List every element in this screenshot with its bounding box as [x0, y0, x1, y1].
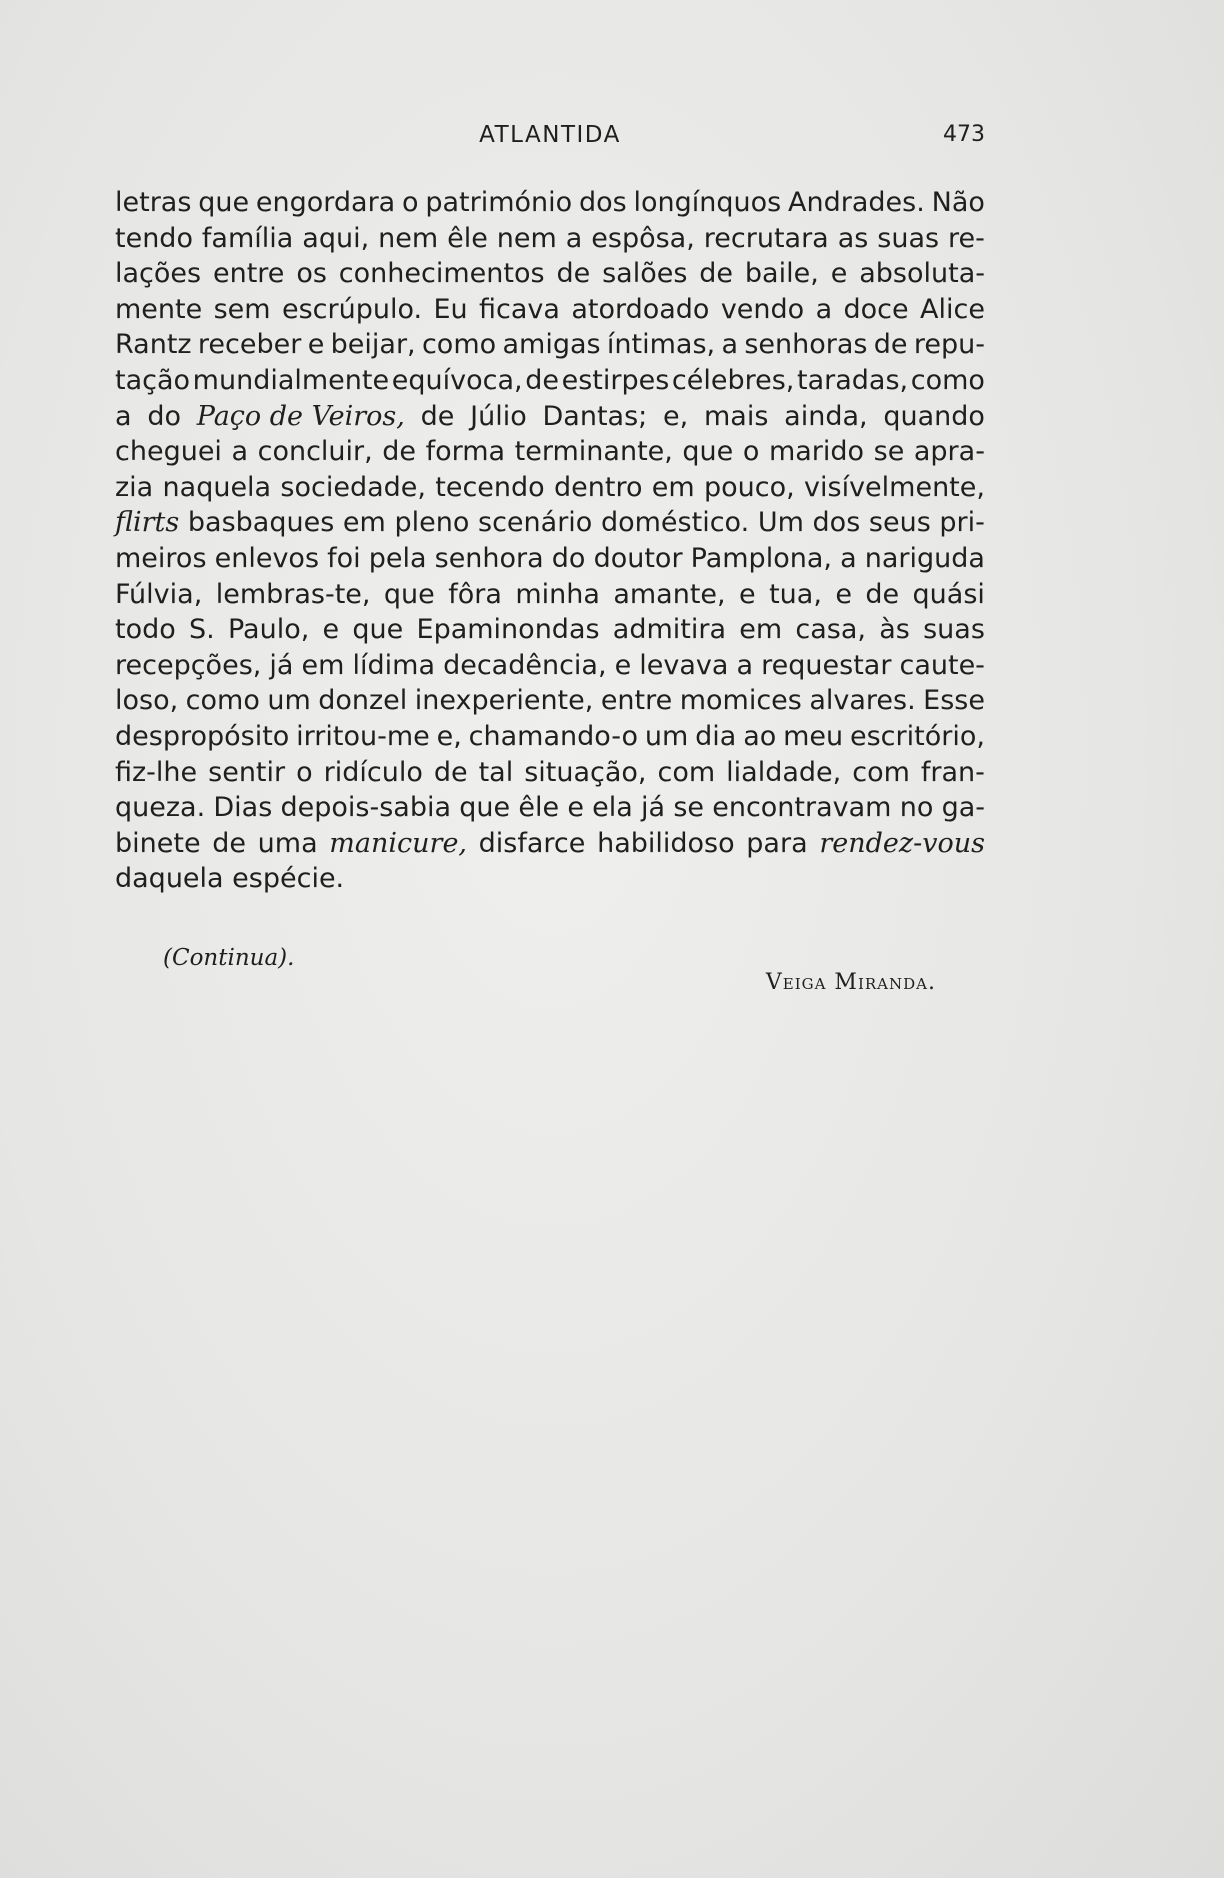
word: património [425, 187, 573, 218]
word: basbaques [187, 507, 335, 539]
word: lialdade, [726, 756, 842, 788]
word: aqui, [302, 222, 370, 254]
word: engordara [255, 187, 396, 218]
word: seus [868, 507, 931, 539]
word: o [296, 756, 313, 788]
word: de [699, 258, 734, 290]
word: em [301, 649, 345, 681]
word: e [614, 649, 632, 681]
word: mais [703, 400, 769, 432]
word: loso, [115, 685, 179, 717]
word: senhoras [744, 329, 868, 361]
word: casa, [795, 614, 867, 646]
word: minha [515, 578, 600, 610]
word: salões [602, 258, 688, 290]
word: espôsa, [591, 222, 695, 254]
word: scenário [478, 507, 593, 539]
word: todo [115, 614, 176, 646]
text-line [115, 577, 985, 613]
word: levava [639, 649, 729, 681]
word: ao [743, 720, 777, 752]
word: que [352, 614, 404, 646]
word: lembras-te, [215, 578, 371, 610]
word: de [433, 756, 468, 788]
word: daquela espécie. [115, 863, 345, 895]
text-line [115, 719, 985, 755]
text-line [115, 790, 985, 826]
word: pri- [939, 507, 985, 539]
word: visívelmente, [804, 471, 985, 503]
word: mundialmente [192, 364, 390, 396]
word: letras [115, 187, 192, 218]
word: requestar [761, 649, 892, 681]
text-line [115, 755, 985, 791]
word: um [644, 720, 689, 752]
word: nariguda [864, 542, 985, 574]
word: e [567, 792, 584, 824]
text-line [115, 434, 985, 470]
word: já [641, 792, 666, 824]
word: suas [923, 614, 985, 646]
word: situação, [524, 756, 647, 788]
word: queza. [115, 792, 206, 824]
text-line [115, 826, 985, 862]
word: que [198, 187, 250, 218]
word: Pamplona, [690, 542, 832, 574]
word: despropósito [115, 720, 290, 752]
word: às [879, 614, 910, 646]
word: doutor [593, 542, 683, 574]
word: donzel [318, 685, 408, 717]
word: já [269, 649, 294, 681]
word: célebres, [671, 364, 795, 396]
word: estirpes [561, 364, 670, 396]
word: e [307, 329, 325, 361]
word: e, [663, 400, 689, 432]
word: caute- [899, 649, 985, 681]
word: escritório, [850, 720, 985, 752]
word: atordoado [571, 293, 710, 325]
word: êle [518, 792, 560, 824]
word: S. [189, 614, 215, 646]
word: receber [197, 329, 302, 361]
word: e [835, 578, 852, 610]
word: e [322, 614, 340, 646]
word: como [910, 364, 985, 396]
word: com [852, 756, 910, 788]
word: senhora [434, 542, 544, 574]
word: irritou-me [296, 720, 430, 752]
word: e, [436, 720, 462, 752]
word: Júlio [470, 400, 527, 432]
text-line [115, 221, 985, 257]
text-line [115, 256, 985, 292]
word: a [736, 649, 754, 681]
word: para [746, 827, 808, 859]
word: Paço de Veiros, [196, 400, 405, 432]
word: êle [447, 222, 488, 254]
word: tal [478, 756, 514, 788]
word: marido [768, 436, 865, 468]
word: habilidoso [597, 827, 735, 859]
word: sentir [208, 756, 286, 788]
word: pela [368, 542, 427, 574]
word: Eu [433, 293, 468, 325]
word: inexperiente, [414, 685, 594, 717]
word: dentro [554, 471, 643, 503]
word: flirts [115, 507, 180, 539]
word: entre [212, 258, 285, 290]
word: quási [912, 578, 985, 610]
word: cheguei [115, 436, 222, 468]
word: concluir, [257, 436, 373, 468]
running-head [115, 122, 985, 152]
word: a [840, 542, 857, 574]
journal-title: ATLANTIDA [479, 122, 621, 148]
word: de [420, 400, 455, 432]
word: a [565, 222, 583, 254]
word: ficava [479, 293, 560, 325]
word: apra- [913, 436, 985, 468]
word: tecendo [435, 471, 545, 503]
word: amigas [502, 329, 601, 361]
word: ainda, [784, 400, 868, 432]
word: vendo [720, 293, 805, 325]
word: enlevos [214, 542, 320, 574]
text-line [115, 683, 985, 719]
word: absoluta- [859, 258, 985, 290]
word: beijar, [330, 329, 416, 361]
word: Não [931, 187, 985, 218]
word: a [115, 400, 132, 432]
word: decadência, [443, 649, 607, 681]
word: tação [115, 364, 191, 396]
word: dos [578, 187, 627, 218]
word: foi [327, 542, 361, 574]
word: de [865, 578, 900, 610]
word: lações [115, 258, 202, 290]
word: com [657, 756, 716, 788]
word: Fúlvia, [115, 578, 203, 610]
word: meu [783, 720, 844, 752]
word: equívoca, [391, 364, 523, 396]
word: disfarce [478, 827, 586, 859]
word: o [402, 187, 419, 218]
word: pouco, [704, 471, 795, 503]
word: os [296, 258, 327, 290]
word: se [873, 436, 905, 468]
word: que [383, 578, 435, 610]
word: doce [843, 293, 909, 325]
text-line [115, 470, 985, 506]
word: o [742, 436, 760, 468]
text-line [115, 185, 985, 221]
word: re- [948, 222, 985, 254]
word: admitira [612, 614, 727, 646]
text-line [115, 648, 985, 684]
word: dia [695, 720, 737, 752]
word: Alice [920, 293, 985, 325]
text-line [115, 363, 985, 399]
text-line [115, 399, 985, 435]
word: a [815, 293, 833, 325]
word: alvares. [809, 685, 916, 717]
word: de [873, 329, 908, 361]
word: naquela [162, 471, 272, 503]
word: pleno [394, 507, 470, 539]
word: Dantas; [542, 400, 648, 432]
word: Esse [923, 685, 985, 717]
word: Epaminondas [416, 614, 600, 646]
word: que [459, 792, 511, 824]
word: depois-sabia [280, 792, 452, 824]
word: do [551, 542, 586, 574]
word: íntimas, [606, 329, 716, 361]
article-body [115, 185, 985, 897]
word: ela [592, 792, 633, 824]
word: como [421, 329, 497, 361]
word: entre [600, 685, 673, 717]
word: escrúpulo. [281, 293, 423, 325]
word: Dias [213, 792, 273, 824]
word: Rantz [115, 329, 192, 361]
word: mente [115, 293, 203, 325]
word: amante, [613, 578, 726, 610]
author-signature: Veiga Miranda. [765, 970, 936, 995]
word: fiz-lhe [115, 756, 198, 788]
word: conhecimentos [338, 258, 545, 290]
word: recepções, [115, 649, 262, 681]
word: de [556, 258, 591, 290]
word: ga- [941, 792, 985, 824]
word: sociedade, [280, 471, 426, 503]
word: em [739, 614, 783, 646]
word: suas [877, 222, 940, 254]
word: tendo [115, 222, 193, 254]
word: como [185, 685, 260, 717]
word: Andrades. [788, 187, 925, 218]
text-line [115, 612, 985, 648]
word: fôra [448, 578, 502, 610]
word: nem [378, 222, 439, 254]
word: em [342, 507, 386, 539]
text-line [115, 541, 985, 577]
word: nem [496, 222, 557, 254]
word: forma [425, 436, 506, 468]
word: binete [115, 827, 201, 859]
word: terminante, [514, 436, 673, 468]
word: no [899, 792, 934, 824]
word: fran- [920, 756, 985, 788]
word: e [830, 258, 848, 290]
word: quando [883, 400, 985, 432]
word: dos [812, 507, 861, 539]
word: de [212, 827, 246, 859]
text-line [115, 505, 985, 541]
word: recrutara [703, 222, 829, 254]
word: taradas, [797, 364, 909, 396]
page-number: 473 [943, 122, 985, 147]
word: Um [757, 507, 804, 539]
word: zia [115, 471, 154, 503]
word: meiros [115, 542, 207, 574]
word: de [525, 364, 559, 396]
word: lídima [352, 649, 435, 681]
word: ridículo [323, 756, 423, 788]
word: sem [213, 293, 271, 325]
continua-note: (Continua). [163, 945, 295, 971]
word: momices [679, 685, 802, 717]
word: as [837, 222, 869, 254]
word: a [231, 436, 249, 468]
word: Paulo, [227, 614, 310, 646]
word: do [147, 400, 181, 432]
text-line [115, 861, 985, 897]
text-line [115, 292, 985, 328]
word: em [651, 471, 695, 503]
word: se [673, 792, 704, 824]
word: que [682, 436, 734, 468]
word: uma [257, 827, 318, 859]
word: rendez-vous [819, 827, 985, 859]
word: e [739, 578, 756, 610]
word: encontravam [712, 792, 892, 824]
word: baile, [744, 258, 819, 290]
word: família [201, 222, 294, 254]
word: doméstico. [600, 507, 750, 539]
word: chamando-o [468, 720, 639, 752]
word: tua, [769, 578, 822, 610]
word: a [721, 329, 738, 361]
word: repu- [913, 329, 985, 361]
text-line [115, 327, 985, 363]
word: manicure, [329, 827, 467, 859]
word: um [267, 685, 311, 717]
word: de [382, 436, 417, 468]
word: longínquos [633, 187, 782, 218]
